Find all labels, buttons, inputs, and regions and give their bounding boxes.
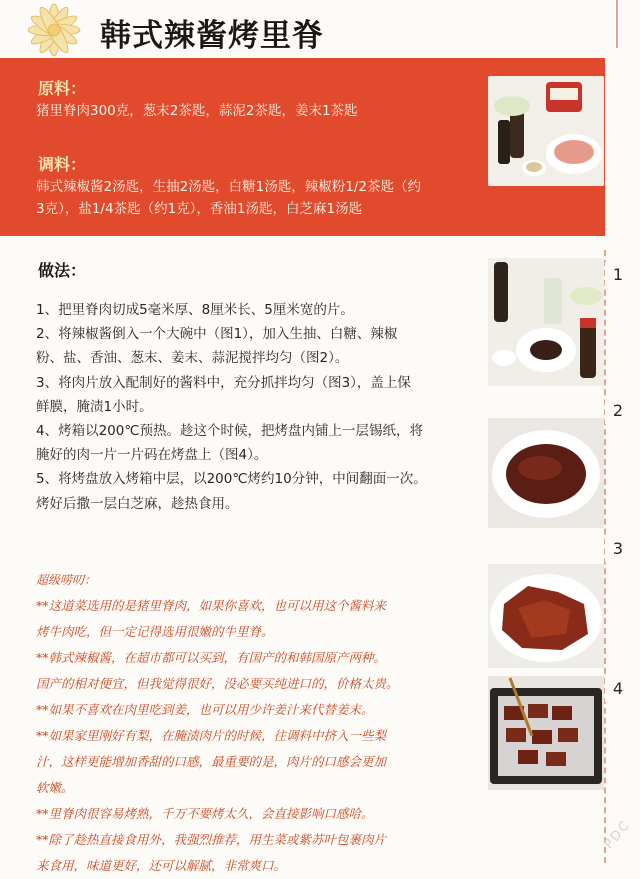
tips-line: 软嫩。 — [36, 780, 74, 795]
method-line: 2、将辣椒酱倒入一个大碗中（图1），加入生抽、白糖、辣椒 — [36, 326, 398, 343]
tips-line: **韩式辣椒酱，在超市都可以买到，有国产的和韩国原产两种。 — [36, 650, 387, 665]
ingredients-text: 猪里脊肉300克，葱末2茶匙，蒜泥2茶匙，姜末1茶匙 — [36, 103, 358, 119]
step-photo-3 — [488, 564, 604, 668]
method-line: 粉、盐、香油、葱末、姜末、蒜泥搅拌均匀（图2）。 — [36, 350, 349, 367]
ingredients-photo — [488, 76, 604, 186]
ingredients-heading: 原料： — [38, 79, 87, 98]
seasoning-heading: 调料： — [38, 155, 87, 174]
step-photo-1 — [488, 258, 604, 386]
seasoning-line-2: 3克），盐1/4茶匙（约1克），香油1汤匙，白芝麻1汤匙 — [36, 201, 363, 217]
seasoning-line-1: 韩式辣椒酱2汤匙，生抽2汤匙，白糖1汤匙，辣椒粉1/2茶匙（约 — [36, 179, 421, 195]
method-line: 3、将肉片放入配制好的酱料中，充分抓拌均匀（图3），盖上保 — [36, 374, 411, 391]
tips-line: **如果不喜欢在肉里吃到姜，也可以用少许姜汁来代替姜末。 — [36, 702, 374, 717]
tips-line: 汁，这样更能增加香甜的口感，最重要的是，肉片的口感会更加 — [36, 754, 387, 769]
method-line: 4、烤箱以200℃预热。趁这个时候，把烤盘内铺上一层锡纸，将 — [36, 423, 424, 440]
tips-line: 烤牛肉吃，但一定记得选用很嫩的牛里脊。 — [36, 624, 274, 639]
figure-number-1: 1 — [605, 262, 631, 288]
tips-block — [36, 567, 484, 879]
method-line: 1、把里脊肉切成5毫米厚、8厘米长、5厘米宽的片。 — [36, 302, 354, 318]
method-steps — [36, 298, 484, 516]
method-line: 5、将烤盘放入烤箱中层，以200℃烤约10分钟，中间翻面一次。 — [36, 471, 427, 488]
tips-line: **这道菜选用的是猪里脊肉，如果你喜欢，也可以用这个酱料来 — [36, 598, 387, 613]
method-line: 腌好的肉一片一片码在烤盘上（图4）。 — [36, 447, 268, 464]
method-line: 鲜膜，腌渍1小时。 — [36, 398, 153, 415]
tips-line: 国产的相对便宜，但我觉得很好，没必要买纯进口的，价格太贵。 — [36, 676, 399, 691]
figure-number-2: 2 — [605, 398, 631, 424]
figure-number-4: 4 — [605, 676, 631, 702]
tips-line: **如果家里刚好有梨，在腌渍肉片的时候，往调料中挤入一些梨 — [36, 728, 387, 743]
flower-logo-icon — [14, 2, 94, 60]
divider — [616, 0, 618, 48]
tips-line: **里脊肉很容易烤熟，千万不要烤太久，会直接影响口感哈。 — [36, 806, 374, 821]
tips-heading: 超级唠叨： — [36, 573, 97, 587]
figure-number-3: 3 — [605, 536, 631, 562]
method-line: 烤好后撒一层白芝麻，趁热食用。 — [36, 495, 239, 512]
method-heading: 做法： — [38, 261, 87, 280]
watermark: PDC — [601, 817, 634, 853]
step-photo-4 — [488, 676, 604, 790]
step-photo-2 — [488, 418, 604, 528]
tips-line: **除了趁热直接食用外，我强烈推荐，用生菜或紫苏叶包裹肉片 — [36, 832, 387, 847]
tips-line: 来食用，味道更好，还可以解腻，非常爽口。 — [36, 858, 287, 873]
page-title: 韩式辣酱烤里脊 — [100, 18, 324, 54]
